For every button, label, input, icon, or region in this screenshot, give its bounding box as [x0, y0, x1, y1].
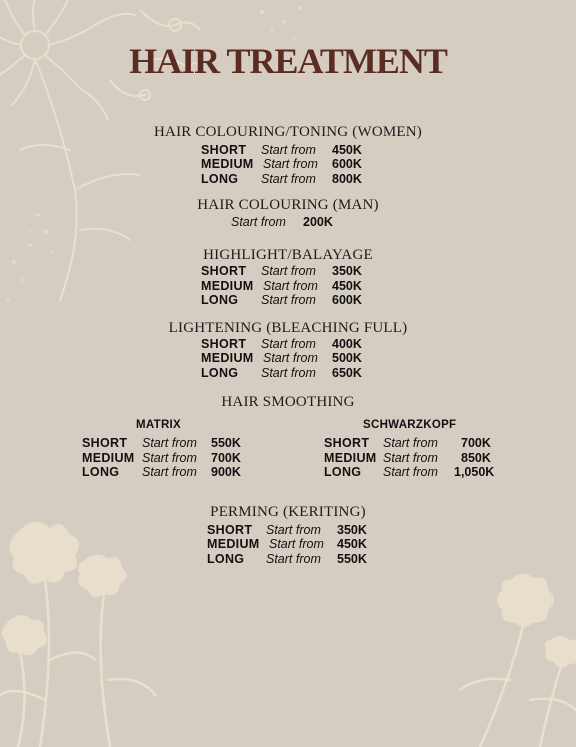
size-label: MEDIUM: [201, 157, 254, 171]
brand-label-matrix: MATRIX: [136, 419, 182, 431]
price-row: [201, 143, 401, 158]
price-row: [324, 436, 504, 451]
start-from-label: Start from: [263, 351, 318, 365]
price-row: [82, 465, 252, 480]
price-value: 500K: [332, 351, 362, 365]
size-label: LONG: [201, 293, 239, 307]
price-value: 1,050K: [454, 465, 495, 479]
price-row: [231, 215, 371, 230]
size-label: LONG: [207, 552, 245, 566]
price-row: [201, 157, 401, 172]
start-from-label: Start from: [231, 215, 286, 229]
price-row: [201, 351, 401, 366]
price-row: [82, 436, 252, 451]
price-value: 850K: [461, 451, 491, 465]
size-label: LONG: [201, 172, 239, 186]
floral-decoration-bottom-right-icon: [450, 560, 576, 747]
price-row: [201, 172, 401, 187]
section-title-highlight: HIGHLIGHT/BALAYAGE: [203, 247, 373, 263]
price-row: [324, 465, 504, 480]
size-label: MEDIUM: [82, 451, 135, 465]
page-title: HAIR TREATMENT: [129, 41, 447, 81]
size-label: SHORT: [201, 264, 247, 278]
start-from-label: Start from: [261, 264, 316, 278]
start-from-label: Start from: [266, 523, 321, 537]
section-title-lightening: LIGHTENING (BLEACHING FULL): [168, 320, 408, 336]
section-title-perming: PERMING (KERITING): [210, 504, 366, 520]
price-row: [201, 337, 401, 352]
start-from-label: Start from: [269, 537, 324, 551]
price-value: 700K: [211, 451, 241, 465]
price-value: 550K: [337, 552, 367, 566]
price-row: [201, 264, 401, 279]
start-from-label: Start from: [142, 436, 197, 450]
price-value: 650K: [332, 366, 362, 380]
start-from-label: Start from: [261, 172, 316, 186]
size-label: SHORT: [324, 436, 370, 450]
price-value: 350K: [337, 523, 367, 537]
price-value: 200K: [303, 215, 333, 229]
size-label: SHORT: [201, 143, 247, 157]
price-value: 900K: [211, 465, 241, 479]
brand-label-schwarzkopf: SCHWARZKOPF: [363, 419, 457, 431]
size-label: MEDIUM: [207, 537, 260, 551]
price-row: [82, 451, 252, 466]
price-value: 800K: [332, 172, 362, 186]
start-from-label: Start from: [383, 465, 438, 479]
price-value: 700K: [461, 436, 491, 450]
size-label: SHORT: [82, 436, 128, 450]
start-from-label: Start from: [261, 293, 316, 307]
price-value: 450K: [332, 279, 362, 293]
size-label: LONG: [82, 465, 120, 479]
price-row: [324, 451, 504, 466]
price-value: 600K: [332, 293, 362, 307]
floral-decoration-bottom-left-icon: [0, 510, 200, 747]
start-from-label: Start from: [383, 436, 438, 450]
size-label: SHORT: [201, 337, 247, 351]
price-value: 550K: [211, 436, 241, 450]
price-row: [207, 523, 407, 538]
price-value: 450K: [337, 537, 367, 551]
start-from-label: Start from: [261, 366, 316, 380]
section-title-smoothing: HAIR SMOOTHING: [221, 394, 355, 410]
price-row: [201, 293, 401, 308]
size-label: SHORT: [207, 523, 253, 537]
start-from-label: Start from: [261, 337, 316, 351]
size-label: LONG: [201, 366, 239, 380]
size-label: MEDIUM: [201, 279, 254, 293]
section-title-colouring-women: HAIR COLOURING/TONING (WOMEN): [154, 124, 422, 140]
start-from-label: Start from: [261, 143, 316, 157]
price-row: [207, 537, 407, 552]
price-value: 400K: [332, 337, 362, 351]
size-label: LONG: [324, 465, 362, 479]
start-from-label: Start from: [263, 279, 318, 293]
start-from-label: Start from: [142, 465, 197, 479]
size-label: MEDIUM: [201, 351, 254, 365]
price-row: [207, 552, 407, 567]
start-from-label: Start from: [142, 451, 197, 465]
price-value: 600K: [332, 157, 362, 171]
price-row: [201, 279, 401, 294]
price-value: 350K: [332, 264, 362, 278]
size-label: MEDIUM: [324, 451, 377, 465]
price-value: 450K: [332, 143, 362, 157]
start-from-label: Start from: [263, 157, 318, 171]
price-row: [201, 366, 401, 381]
section-title-colouring-man: HAIR COLOURING (MAN): [197, 197, 379, 213]
start-from-label: Start from: [266, 552, 321, 566]
start-from-label: Start from: [383, 451, 438, 465]
